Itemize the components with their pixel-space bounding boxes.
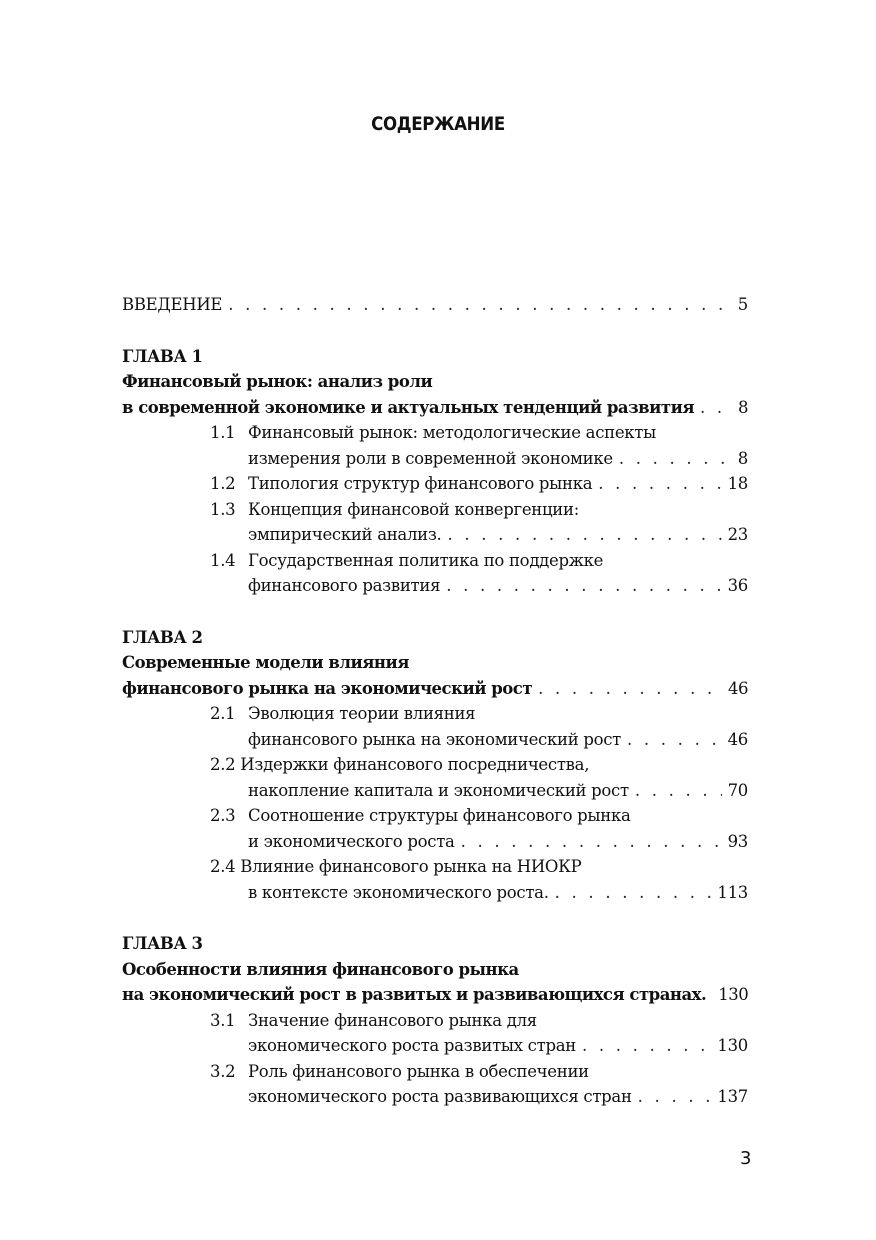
section-entry-cont [122, 522, 748, 548]
section-title-cont: экономического роста развитых стран [248, 1036, 576, 1055]
toc-page-number: 5 [737, 295, 748, 314]
section-title: Типология структур финансового рынка [248, 474, 593, 493]
section-entry [122, 471, 748, 497]
chapter-title-cont: в современной экономике и актуальных тенденций развития [122, 397, 695, 417]
section-title: Государственная политика по поддержке [248, 550, 604, 570]
section-entry-cont [122, 778, 748, 804]
toc-page-number: 8 [738, 397, 748, 417]
chapter-title-cont: финансового рынка на экономический рост [122, 678, 533, 698]
section-title-cont: в контексте экономического роста. [248, 882, 549, 902]
toc-page-number: 70 [727, 780, 748, 800]
section-entry [122, 854, 748, 880]
section-number: 2.3 [210, 806, 236, 825]
dot-leader [627, 727, 722, 753]
section-title: Издержки финансового посредничества, [240, 755, 590, 774]
section-entry [122, 497, 748, 523]
section-number: 1.2 [210, 474, 236, 493]
dot-leader [598, 471, 721, 497]
section-entry [122, 1059, 748, 1085]
toc-page-number: 46 [727, 729, 748, 749]
section-number: 1.1 [210, 423, 236, 442]
toc-page-number: 23 [727, 525, 748, 544]
section-entry [122, 1008, 748, 1034]
section-title: Концепция финансовой конвергенции: [248, 499, 579, 519]
chapter-title-line [122, 676, 748, 702]
dot-leader [582, 1033, 711, 1059]
toc-page-number: 8 [737, 448, 748, 468]
dot-leader [619, 446, 732, 472]
section-number: 2.1 [210, 704, 236, 723]
dot-leader [700, 395, 732, 421]
dot-leader [638, 1084, 712, 1110]
toc-entry-intro [122, 292, 748, 318]
section-entry-cont [122, 829, 748, 855]
dot-leader [228, 292, 732, 318]
section-number: 2.2 [210, 755, 236, 774]
page-number: 3 [740, 1148, 752, 1169]
chapter-heading: ГЛАВА 2 [122, 627, 203, 647]
section-entry-cont [122, 446, 748, 472]
toc-page-number: 137 [717, 1087, 748, 1106]
dot-leader [446, 573, 721, 599]
dot-leader [555, 880, 712, 906]
section-title: Финансовый рынок: методологические аспекты [248, 423, 656, 442]
section-title: Роль финансового рынка в обеспечении [248, 1061, 589, 1081]
dot-leader [461, 829, 722, 855]
section-title: Эволюция теории влияния [248, 704, 476, 723]
section-title-cont: и экономического роста [248, 831, 455, 851]
toc-entry-label: ВВЕДЕНИЕ [122, 295, 223, 314]
toc-page-number: 36 [727, 576, 748, 595]
section-entry [122, 701, 748, 727]
section-title-cont: финансового рынка на экономический рост [248, 729, 622, 749]
section-title-cont: накопление капитала и экономический рост [248, 780, 629, 800]
section-title-cont: измерения роли в современной экономике [248, 448, 613, 468]
section-entry-cont [122, 880, 748, 906]
section-entry [122, 752, 748, 778]
chapter-heading: ГЛАВА 3 [122, 934, 203, 953]
chapter-title: Особенности влияния финансового рынка [122, 959, 519, 979]
dot-leader [635, 778, 722, 804]
section-title: Соотношение структуры финансового рынка [248, 806, 631, 825]
toc-page-number: 130 [718, 985, 749, 1004]
section-number: 1.3 [210, 499, 236, 519]
section-title-cont: финансового развития [248, 576, 441, 595]
section-number: 3.2 [210, 1061, 236, 1081]
chapter-title-line [122, 982, 748, 1008]
section-number: 2.4 [210, 857, 236, 876]
toc-page-number: 46 [728, 678, 748, 698]
chapter-title-line [122, 395, 748, 421]
section-title: Влияние финансового рынка на НИОКР [240, 857, 582, 876]
chapter-title: Финансовый рынок: анализ роли [122, 372, 433, 391]
toc-page-number: 113 [717, 882, 748, 902]
section-title-cont: эмпирический анализ. [248, 525, 442, 544]
section-entry-cont [122, 573, 748, 599]
section-entry-cont [122, 727, 748, 753]
section-entry [122, 548, 748, 574]
section-entry [122, 803, 748, 829]
toc-page-number: 130 [717, 1036, 748, 1055]
chapter-title-cont: на экономический рост в развитых и развивающихся странах. [122, 985, 707, 1004]
chapter-title: Современные модели влияния [122, 653, 409, 672]
page-title: СОДЕРЖАНИЕ [371, 114, 505, 135]
section-number: 3.1 [210, 1010, 236, 1030]
dot-leader [448, 522, 722, 548]
section-title: Значение финансового рынка для [248, 1010, 537, 1030]
dot-leader [538, 676, 722, 702]
section-entry [122, 420, 748, 446]
chapter-heading: ГЛАВА 1 [122, 346, 203, 366]
table-of-contents [122, 292, 748, 1110]
toc-page-number: 93 [727, 831, 748, 851]
toc-page-number: 18 [727, 474, 748, 493]
section-title-cont: экономического роста развивающихся стран [248, 1087, 632, 1106]
section-number: 1.4 [210, 550, 236, 570]
section-entry-cont [122, 1033, 748, 1059]
section-entry-cont [122, 1084, 748, 1110]
